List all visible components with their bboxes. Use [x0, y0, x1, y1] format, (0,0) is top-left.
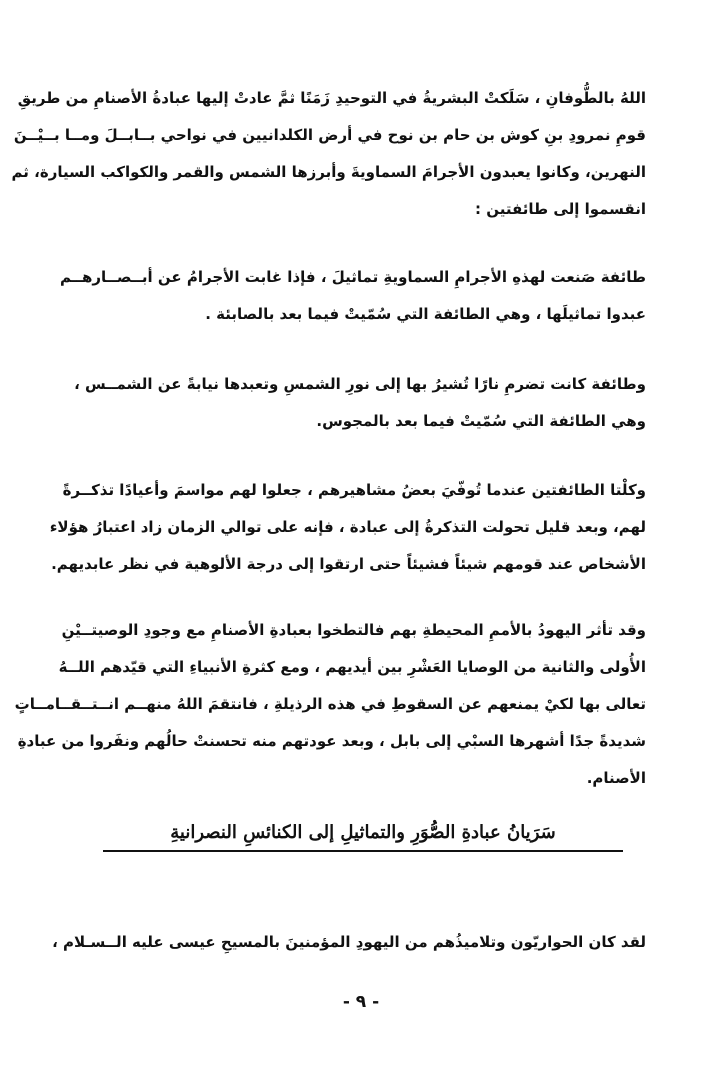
paragraph-apostles: [52, 924, 646, 961]
text-line: لهم، وبعد قليل تحولت التذكرةُ إلى عبادة ، فإنه على توالي الزمان زاد اعتبارُ هؤلاء: [49, 518, 646, 536]
text-line: وقد تأثر اليهودُ بالأممِ المحيطةِ بهم فالتطخوا بعبادةِ الأصنامِ مع وجودِ الوصيتــيْنِ: [61, 621, 646, 639]
text-line: لقد كان الحواريّون وتلاميذُهم من اليهودِ المؤمنينَ بالمسيحِ عيسى عليه الــسـلام ،: [52, 933, 646, 951]
paragraph-commemoration: [49, 472, 646, 583]
text-line: وكلْتا الطائفتين عندما تُوفّيَ بعضُ مشاهيرهم ، جعلوا لهم مواسمَ وأعيادًا تذكــرةً: [62, 481, 646, 499]
text-line: الأُولى والثانية من الوصايا العَشْرِ بين أيديهم ، ومع كثرةِ الأنبياءِ التي قيّدهم اللــهُ: [58, 658, 646, 676]
paragraph-sabians: [59, 259, 646, 333]
text-line: الأصنام.: [586, 769, 646, 787]
text-line: قومِ نمرودِ بنِ كوش بن حام بن نوح في أرض الكلدانيين في نواحي بــابــلَ ومــا بــيْــنَ: [13, 126, 646, 144]
text-line: شديدةً جدًا أشهرها السبْي إلى بابل ، وبعد عودتهم منه تحسنتْ حالُهم ونفَروا من عبادةِ: [17, 732, 646, 750]
text-line: وطائفة كانت تضرمِ نارًا تُشيرُ بها إلى نورِ الشمسِ وتعبدها نيابةً عن الشمــس ،: [74, 375, 646, 393]
text-line: اللهُ بالطُّوفانِ ، سَلَكتْ البشريةُ في التوحيدِ زَمَنًا ثمَّ عادتْ إليها عبادةُ الأصنامِ من طريقِ: [17, 89, 646, 107]
text-line: انقسموا إلى طائفتين :: [475, 200, 646, 218]
page-number: - ٩ -: [342, 992, 380, 1012]
paragraph-jews-idolatry: [14, 612, 646, 797]
text-line: عبدوا تماثيلَها ، وهي الطائفة التي سُمّيتْ فيما بعد بالصابئة .: [205, 305, 646, 323]
text-line: وهي الطائفة التي سُمّيتْ فيما بعد بالمجوس.: [316, 412, 646, 430]
text-line: النهرين، وكانوا يعبدون الأجرامَ السماويةَ وأبرزها الشمس والقمر والكواكب السيارة، ثم: [11, 163, 646, 181]
text-line: الأشخاص عند قومهم شيئاً فشيئاً حتى ارتقوا إلى درجة الألوهية في نظر عابديهم.: [51, 555, 646, 573]
text-line: طائفة صَنعت لهذهِ الأجرامِ السماويةِ تماثيلَ ، فإذا غابت الأجرامُ عن أبــصــارهــم: [59, 268, 646, 286]
text-line: تعالى بها لكيْ يمنعهم عن السقوطِ في هذه الرذيلةِ ، فانتقمَ اللهُ منهــم انــتــقــامــاتٍ: [14, 695, 646, 713]
paragraph-magians: [74, 366, 646, 440]
paragraph-flood-history: [11, 80, 646, 228]
heading-underline: [103, 850, 623, 852]
section-heading: سَرَيانُ عبادةِ الصُّوَرِ والتماثيلِ إلى الكنائسِ النصرانيةِ: [170, 822, 556, 843]
